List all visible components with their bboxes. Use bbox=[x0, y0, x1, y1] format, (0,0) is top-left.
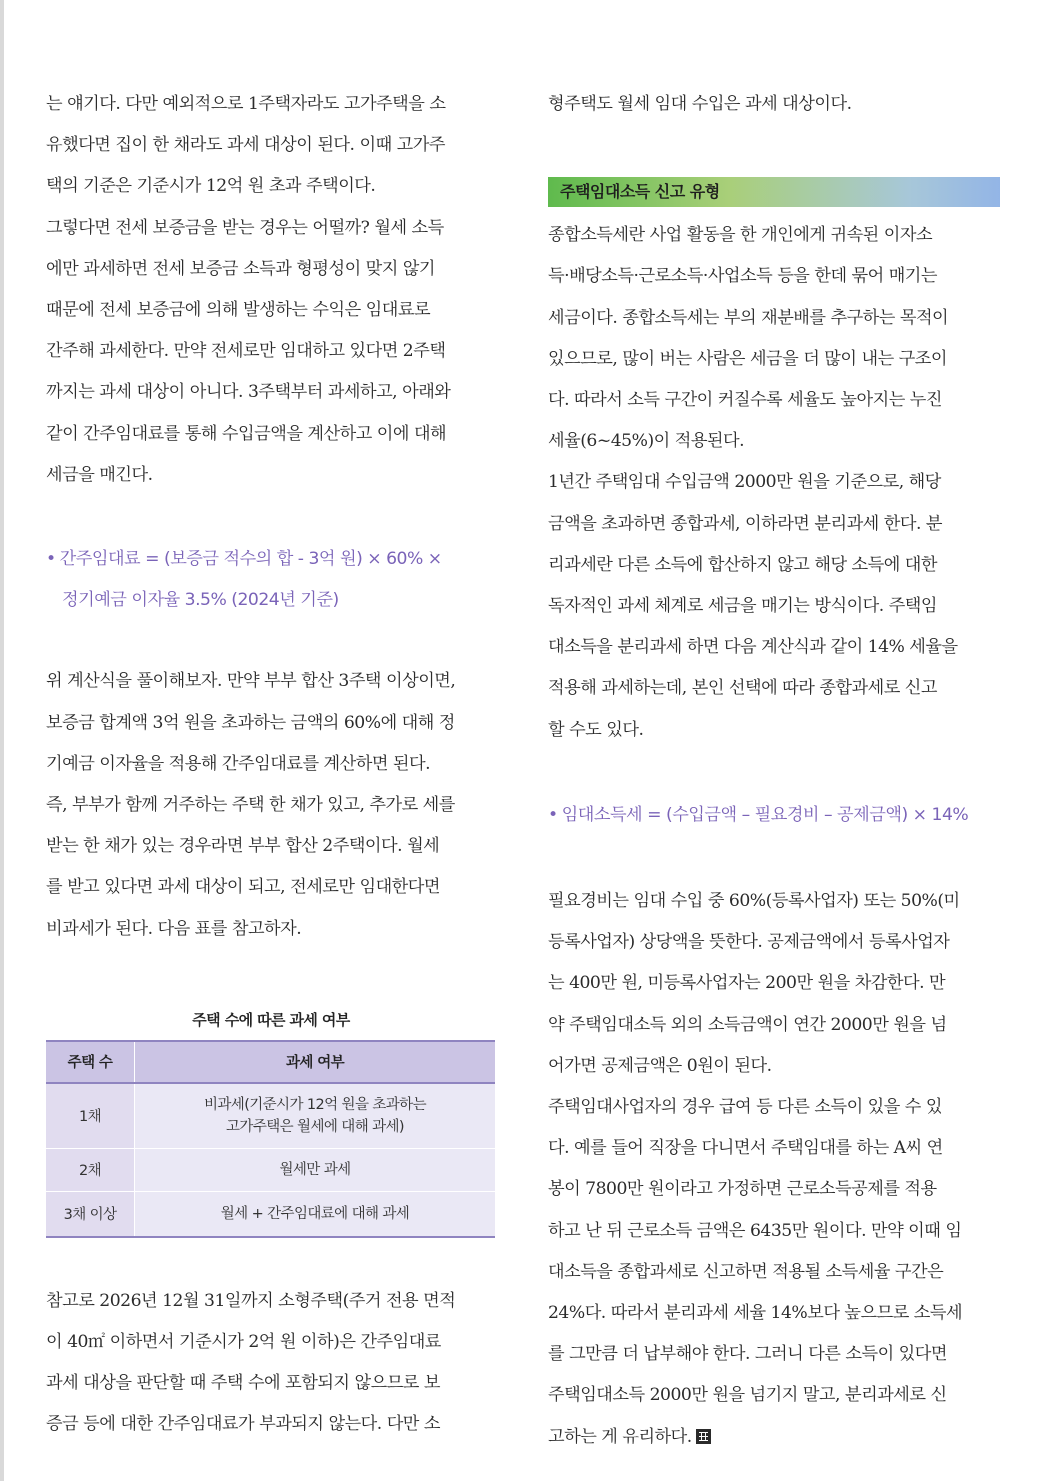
text-line: 주택임대사업자의 경우 급여 등 다른 소득이 있을 수 있 bbox=[548, 1097, 942, 1118]
text-line: 는 400만 원, 미등록사업자는 200만 원을 차감한다. 만 bbox=[548, 973, 946, 994]
text-line: 어가면 공제금액은 0원이 된다. bbox=[548, 1055, 772, 1076]
right-paragraph-5 bbox=[548, 1087, 1000, 1458]
row-house-count: 3채 이상 bbox=[46, 1191, 135, 1237]
row-house-count: 1채 bbox=[46, 1083, 135, 1149]
text-line: 과세 대상을 판단할 때 주택 수에 포함되지 않으므로 보 bbox=[46, 1373, 440, 1394]
text-line: 같이 간주임대료를 통해 수입금액을 계산하고 이에 대해 bbox=[46, 423, 447, 444]
text-line: 세율(6~45%)이 적용된다. bbox=[548, 431, 745, 452]
deemed-rent-formula bbox=[46, 539, 496, 621]
tax-by-house-count-table bbox=[46, 1040, 495, 1238]
header-house-count: 주택 수 bbox=[46, 1041, 135, 1083]
row-tax-status: 월세 + 간주임대료에 대해 과세 bbox=[135, 1191, 496, 1237]
text-line: 택의 기준은 기준시가 12억 원 초과 주택이다. bbox=[46, 176, 376, 197]
text-line: 리과세란 다른 소득에 합산하지 않고 해당 소득에 대한 bbox=[548, 554, 938, 575]
cell-line: 고가주택은 월세에 대해 과세) bbox=[226, 1118, 404, 1135]
text-line: 주택임대소득 2000만 원을 넘기지 말고, 분리과세로 신 bbox=[548, 1385, 947, 1406]
table-row bbox=[46, 1148, 495, 1191]
left-paragraph-3 bbox=[46, 661, 496, 949]
table-row bbox=[46, 1083, 495, 1149]
text-line: 그렇다면 전세 보증금을 받는 경우는 어떨까? 월세 소득 bbox=[46, 217, 444, 238]
text-line: 금액을 초과하면 종합과세, 이하라면 분리과세 한다. 분 bbox=[548, 513, 942, 534]
text-line: 하고 난 뒤 근로소득 금액은 6435만 원이다. 만약 이때 임 bbox=[548, 1220, 962, 1241]
text-line: 있으므로, 많이 버는 사람은 세금을 더 많이 내는 구조이 bbox=[548, 348, 947, 369]
header-tax-status: 과세 여부 bbox=[135, 1041, 496, 1083]
page-edge bbox=[0, 0, 4, 1481]
row-house-count: 2채 bbox=[46, 1148, 135, 1191]
text-line: 참고로 2026년 12월 31일까지 소형주택(주거 전용 면적 bbox=[46, 1290, 456, 1311]
formula-line: 간주임대료 = (보증금 적수의 합 - 3억 원) × 60% × bbox=[59, 549, 442, 570]
text-line: 고하는 게 유리하다. bbox=[548, 1426, 692, 1447]
text-line: 기예금 이자율을 적용해 간주임대료를 계산하면 된다. bbox=[46, 753, 431, 774]
text-line: 유했다면 집이 한 채라도 과세 대상이 된다. 이때 고가주 bbox=[46, 135, 445, 156]
text-line: 다. 예를 들어 직장을 다니면서 주택임대를 하는 A씨 연 bbox=[548, 1138, 943, 1159]
table-header-row bbox=[46, 1041, 495, 1083]
table-row bbox=[46, 1191, 495, 1237]
text-line: 이 40㎡ 이하면서 기준시가 2억 원 이하)은 간주임대료 bbox=[46, 1332, 441, 1353]
left-column bbox=[46, 84, 496, 1446]
text-line: 보증금 합계액 3억 원을 초과하는 금액의 60%에 대해 정 bbox=[46, 712, 455, 733]
table-title: 주택 수에 따른 과세 여부 bbox=[192, 1010, 350, 1029]
formula-line: 정기예금 이자율 3.5% (2024년 기준) bbox=[62, 590, 339, 611]
text-line: 위 계산식을 풀이해보자. 만약 부부 합산 3주택 이상이면, bbox=[46, 671, 456, 692]
end-of-article-icon bbox=[696, 1429, 711, 1444]
text-line: 를 그만큼 더 납부해야 한다. 그러니 다른 소득이 있다면 bbox=[548, 1344, 947, 1365]
left-paragraph-1 bbox=[46, 84, 496, 208]
right-paragraph-1 bbox=[548, 84, 1000, 125]
text-line: 득·배당소득·근로소득·사업소득 등을 한데 묶어 매기는 bbox=[548, 266, 938, 287]
bullet: • bbox=[46, 549, 56, 570]
formula-line: 임대소득세 = (수입금액 – 필요경비 – 공제금액) × 14% bbox=[561, 804, 969, 825]
cell-line: 비과세(기준시가 12억 원을 초과하는 bbox=[203, 1096, 427, 1113]
text-line: 1년간 주택임대 수입금액 2000만 원을 기준으로, 해당 bbox=[548, 472, 941, 493]
row-tax-status: 월세만 과세 bbox=[135, 1148, 496, 1191]
text-line: 형주택도 월세 임대 수입은 과세 대상이다. bbox=[548, 94, 852, 114]
text-line: 필요경비는 임대 수입 중 60%(등록사업자) 또는 50%(미 bbox=[548, 891, 960, 912]
left-paragraph-2 bbox=[46, 208, 496, 496]
text-line: 대소득을 종합과세로 신고하면 적용될 소득세율 구간은 bbox=[548, 1261, 944, 1282]
text-line: 할 수도 있다. bbox=[548, 719, 644, 740]
right-paragraph-3 bbox=[548, 462, 1000, 750]
section-heading: 주택임대소득 신고 유형 bbox=[548, 177, 1000, 207]
text-line: 까지는 과세 대상이 아니다. 3주택부터 과세하고, 아래와 bbox=[46, 382, 451, 403]
text-line: 를 받고 있다면 과세 대상이 되고, 전세로만 임대한다면 bbox=[46, 877, 440, 898]
text-line: 에만 과세하면 전세 보증금 소득과 형평성이 맞지 않기 bbox=[46, 258, 436, 279]
text-line: 세금이다. 종합소득세는 부의 재분배를 추구하는 목적이 bbox=[548, 307, 949, 328]
bullet: • bbox=[548, 804, 558, 825]
text-line: 적용해 과세하는데, 본인 선택에 따라 종합과세로 신고 bbox=[548, 678, 938, 699]
text-line: 24%다. 따라서 분리과세 세율 14%보다 높으므로 소득세 bbox=[548, 1303, 963, 1324]
text-line: 증금 등에 대한 간주임대료가 부과되지 않는다. 다만 소 bbox=[46, 1414, 440, 1435]
text-line: 종합소득세란 사업 활동을 한 개인에게 귀속된 이자소 bbox=[548, 225, 933, 246]
left-paragraph-4 bbox=[46, 1281, 496, 1446]
text-line: 즉, 부부가 함께 거주하는 주택 한 채가 있고, 추가로 세를 bbox=[46, 795, 455, 816]
text-line: 봉이 7800만 원이라고 가정하면 근로소득공제를 적용 bbox=[548, 1179, 937, 1200]
text-line: 약 주택임대소득 외의 소득금액이 연간 2000만 원을 넘 bbox=[548, 1014, 947, 1035]
text-line: 비과세가 된다. 다음 표를 참고하자. bbox=[46, 918, 302, 939]
text-line: 세금을 매긴다. bbox=[46, 464, 153, 485]
rental-income-tax-formula bbox=[548, 795, 1000, 836]
right-paragraph-4 bbox=[548, 881, 1000, 1087]
text-line: 때문에 전세 보증금에 의해 발생하는 수익은 임대료로 bbox=[46, 300, 431, 321]
right-column bbox=[548, 84, 1000, 1458]
text-line: 대소득을 분리과세 하면 다음 계산식과 같이 14% 세율을 bbox=[548, 637, 958, 658]
text-line: 간주해 과세한다. 만약 전세로만 임대하고 있다면 2주택 bbox=[46, 341, 446, 362]
text-line: 독자적인 과세 체계로 세금을 매기는 방식이다. 주택임 bbox=[548, 596, 938, 617]
row-tax-status bbox=[135, 1083, 496, 1149]
text-line: 는 얘기다. 다만 예외적으로 1주택자라도 고가주택을 소 bbox=[46, 94, 446, 114]
text-line: 다. 따라서 소득 구간이 커질수록 세율도 높아지는 누진 bbox=[548, 390, 942, 411]
text-line: 받는 한 채가 있는 경우라면 부부 합산 2주택이다. 월세 bbox=[46, 836, 440, 857]
text-line: 등록사업자) 상당액을 뜻한다. 공제금액에서 등록사업자 bbox=[548, 932, 950, 953]
right-paragraph-2 bbox=[548, 215, 1000, 462]
